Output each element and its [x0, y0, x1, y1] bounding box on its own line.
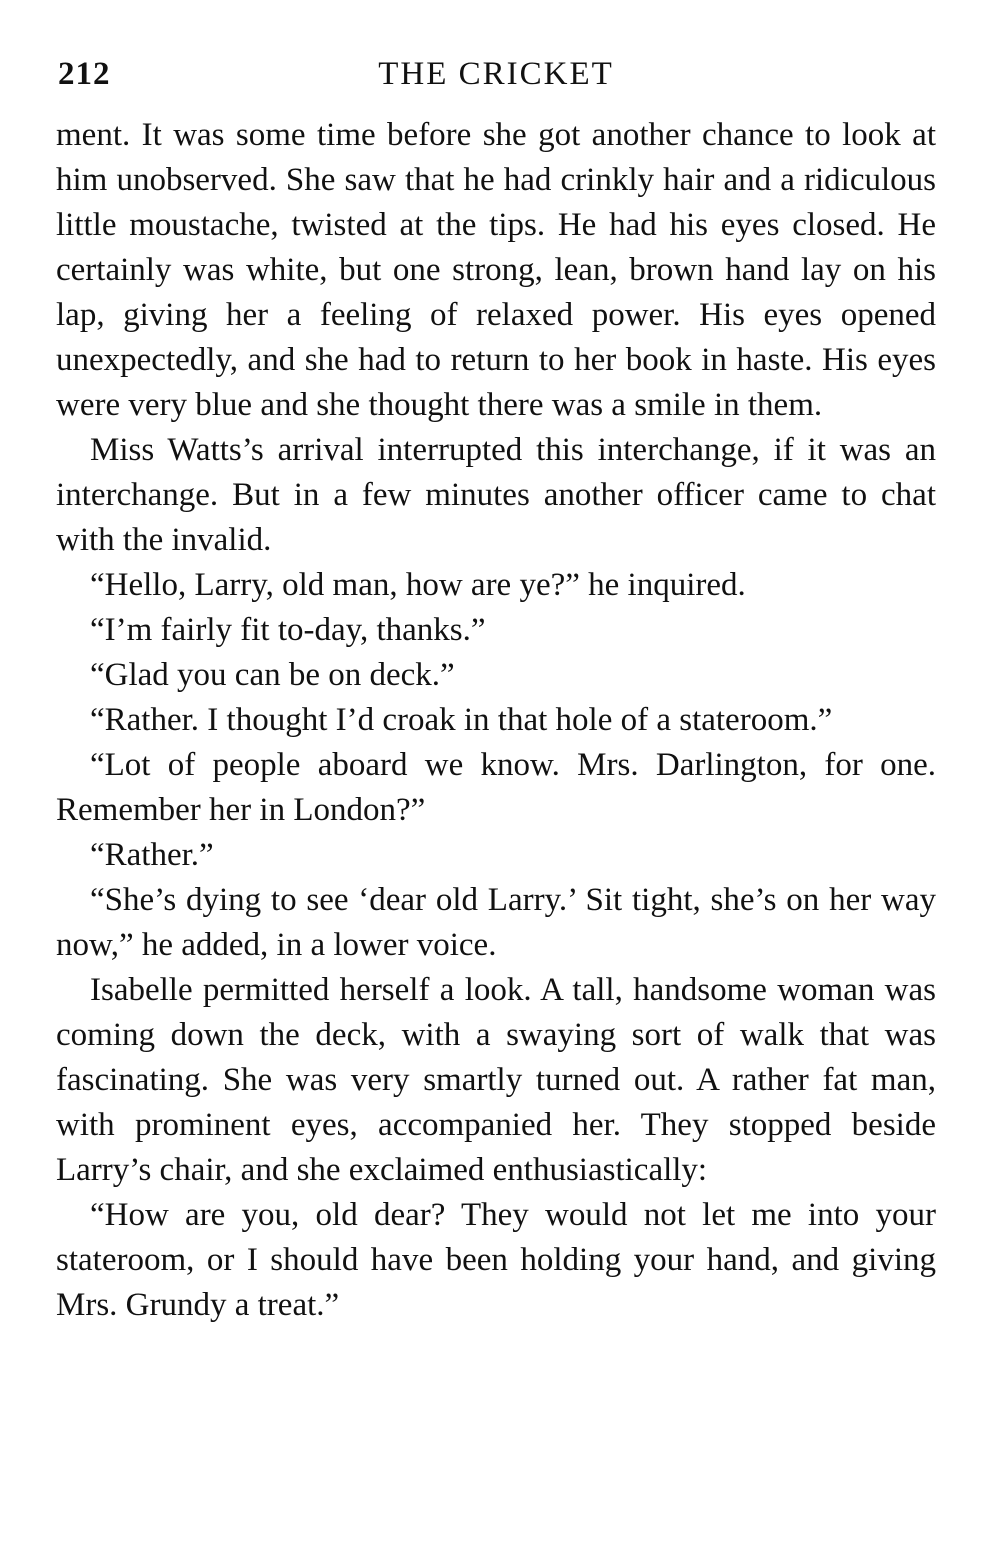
- dialogue-line: “Lot of people aboard we know. Mrs. Darlington, for one. Remember her in London?”: [56, 747, 936, 828]
- dialogue-line: “She’s dying to see ‘dear old Larry.’ Sit tight, she’s on her way now,” he added, in a lower voice.: [56, 882, 936, 963]
- dialogue-line: “Rather. I thought I’d croak in that hole of a stateroom.”: [90, 702, 833, 738]
- paragraph: Isabelle permitted herself a look. A tall, handsome woman was coming down the deck, with a swaying sort of walk that was fascinating. She was very smartly turned out. A rather fat man, with prominent eyes, accompanied her. They stopped beside Larry’s chair, and she exclaimed enthusiastically:: [56, 972, 936, 1188]
- body-text: [56, 113, 936, 1328]
- dialogue-line: “I’m fairly fit to-day, thanks.”: [90, 612, 486, 648]
- dialogue-line: “How are you, old dear? They would not let me into your stateroom, or I should have been holding your hand, and giving Mrs. Grundy a treat.”: [56, 1197, 936, 1323]
- page-header: [56, 52, 936, 100]
- paragraph-continuation: ment. It was some time before she got another chance to look at him unobserved. She saw that he had crinkly hair and a ridiculous little moustache, twisted at the tips. He had his eyes closed. He certainly was white, but one strong, lean, brown hand lay on his lap, giving her a feeling of relaxed power. His eyes opened unexpectedly, and she had to return to her book in haste. His eyes were very blue and she thought there was a smile in them.: [56, 117, 936, 423]
- paragraph: Miss Watts’s arrival interrupted this interchange, if it was an interchange. But in a few minutes another officer came to chat with the invalid.: [56, 432, 936, 558]
- running-title: THE CRICKET: [378, 56, 614, 92]
- dialogue-line: “Hello, Larry, old man, how are ye?” he inquired.: [90, 567, 746, 603]
- page-number: 212: [58, 56, 111, 92]
- dialogue-line: “Glad you can be on deck.”: [90, 657, 455, 693]
- book-page: [56, 52, 936, 1328]
- dialogue-line: “Rather.”: [90, 837, 214, 873]
